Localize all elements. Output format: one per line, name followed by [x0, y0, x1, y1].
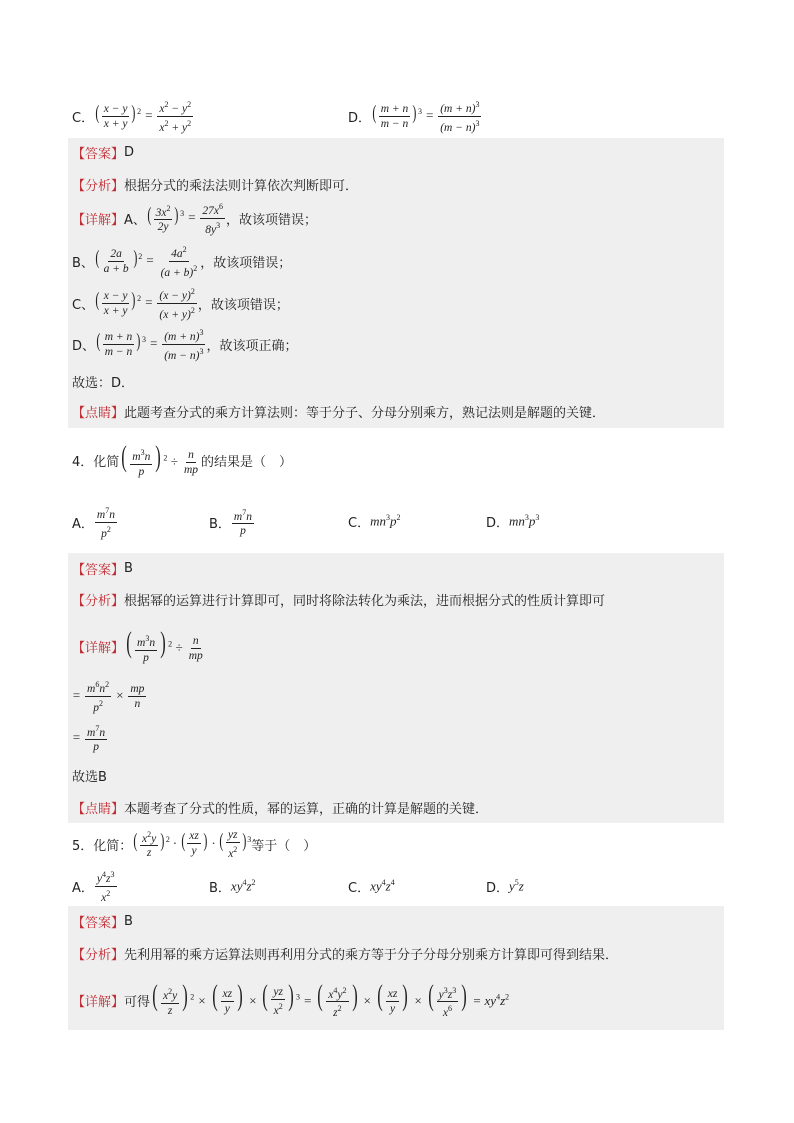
q3-choose: [72, 372, 134, 390]
comment-tag: 【点睛】: [72, 405, 125, 421]
detail-formula: ( $\frac{x^2y}{z}$ ) $^2$ × ( $\frac{xz}{y}$ ) × ( $\frac{yz}{x^2}$ ) $^3$ = ( $\frac{x^4y^2}{z^2}$ ) × ( $\frac{xz}{y}$ ) × ( $\frac{y^3z^3}{x^6}$ ) = $xy^4z^2$: [152, 978, 510, 1020]
q5-tail: 等于（ ）: [251, 838, 317, 854]
option-c-label: C．: [348, 515, 371, 531]
analysis-text: 根据幂的运算进行计算即可，同时将除法转化为乘法，进而根据分式的性质计算即可: [124, 593, 606, 609]
option-c-formula: $xy^4z^4$: [370, 877, 395, 894]
detail-c-formula: ( $\frac{x - y}{x + y}$ )$^2$ = $\frac{(x - y)^2}{(x + y)^2}$: [95, 286, 195, 321]
option-c-formula: ( $\frac{x - y}{x + y}$ )$^2$ = $\frac{x^2 - y^2}{x^2 + y^2}$: [95, 99, 192, 134]
q4-choose: [72, 766, 107, 784]
q3-detail-b: [72, 243, 291, 279]
detail-a-suffix: ，故该项错误；: [226, 212, 318, 228]
detail-tag: 【详解】: [72, 640, 125, 656]
analysis-tag: 【分析】: [72, 947, 125, 963]
q5-option-a: [72, 868, 118, 904]
option-d-label: D．: [486, 515, 510, 531]
analysis-tag: 【分析】: [72, 178, 125, 194]
option-a-formula: $\frac{y^4z^3}{x^2}$: [96, 869, 115, 904]
q3-analysis: [72, 175, 358, 193]
answer-value: D: [124, 144, 135, 160]
answer-tag: 【答案】: [72, 915, 125, 931]
answer-tag: 【答案】: [72, 146, 125, 162]
detail-c-prefix: C、: [72, 297, 95, 313]
q4-question: [72, 440, 292, 480]
option-d-label: D．: [486, 880, 510, 896]
q4-step-1: [72, 678, 147, 714]
option-d-label: D．: [348, 110, 372, 126]
q4-analysis: [72, 590, 605, 608]
answer-value: B: [124, 560, 133, 576]
q4-option-c: [348, 512, 400, 530]
q4-answer: [72, 559, 133, 577]
option-d-formula: $mn^3p^3$: [509, 512, 540, 529]
detail-b-prefix: B、: [72, 255, 94, 271]
q5-detail: [72, 978, 509, 1022]
q3-detail-a: [72, 200, 317, 236]
q5-expression: ( $\frac{x^2y}{z}$ )$^2$ · ( $\frac{xz}{y}$ ) · ( $\frac{yz}{x^2}$ )$^3$: [133, 828, 252, 860]
answer-value: B: [124, 913, 133, 929]
option-c-label: C．: [348, 880, 371, 896]
step-2-formula: = $\frac{m^7n}{p}$: [72, 723, 106, 754]
detail-b-suffix: ，故该项错误；: [200, 255, 292, 271]
q5-option-c: [348, 877, 395, 895]
q5-analysis: [72, 944, 618, 962]
comment-text: 本题考查了分式的性质，幂的运算，正确的计算是解题的关键．: [124, 801, 489, 817]
detail-tag: 【详解】: [72, 212, 125, 228]
option-a-label: A．: [72, 880, 94, 896]
q3-option-d: [348, 98, 482, 134]
q4-expression: ( $\frac{m^3n}{p}$ ) $^2$ ÷ $\frac{n}{mp}$: [121, 439, 199, 479]
q3-answer: [72, 143, 134, 161]
q5-number: 5．化简：: [72, 838, 133, 854]
q4-detail: [72, 625, 206, 667]
detail-formula: ( $\frac{m^3n}{p}$ ) $^2$ ÷ $\frac{n}{mp}$: [126, 625, 203, 665]
detail-a-prefix: A、: [124, 212, 146, 228]
q4-number: 4．化简: [72, 454, 120, 470]
analysis-tag: 【分析】: [72, 593, 125, 609]
q3-detail-c: [72, 285, 289, 321]
option-a-formula: $\frac{m^7n}{p^2}$: [96, 505, 115, 540]
detail-c-suffix: ，故该项错误；: [197, 297, 289, 313]
comment-text: 此题考查分式的乘方计算法则：等于分子、分母分别乘方，熟记法则是解题的关键．: [124, 405, 606, 421]
choose-text: 故选B: [72, 769, 107, 785]
detail-d-suffix: ，故该项正确；: [206, 338, 298, 354]
q5-option-b: [209, 877, 256, 895]
detail-d-prefix: D、: [72, 338, 96, 354]
q4-option-a: [72, 504, 118, 540]
option-b-formula: $xy^4z^2$: [230, 877, 256, 894]
detail-prefix: 可得: [124, 994, 151, 1010]
comment-tag: 【点睛】: [72, 801, 125, 817]
q4-option-d: [486, 512, 539, 530]
q3-option-c: [72, 98, 194, 134]
step-1-formula: = $\frac{m^6n^2}{p^2}$ × $\frac{mp}{n}$: [72, 679, 145, 714]
option-a-label: A．: [72, 516, 94, 532]
q4-step-2: [72, 720, 108, 756]
choose-text: 故选：D．: [72, 375, 135, 391]
option-c-label: C．: [72, 110, 95, 126]
option-b-label: B．: [209, 880, 231, 896]
option-b-formula: $\frac{m^7n}{p}$: [233, 507, 252, 538]
q3-comment: [72, 402, 605, 420]
q4-comment: [72, 798, 488, 816]
q5-answer: [72, 912, 133, 930]
detail-d-formula: ( $\frac{m + n}{m - n}$ )$^3$ = $\frac{(m + n)^3}{(m - n)^3}$: [96, 327, 204, 362]
detail-a-formula: ( $\frac{3x^2}{2y}$ )$^3$ = $\frac{27x^6}{8y^3}$: [147, 201, 224, 236]
option-d-formula: ( $\frac{m + n}{m - n}$ )$^3$ = $\frac{(m + n)^3}{(m - n)^3}$: [372, 99, 480, 134]
option-d-formula: $y^5z$: [509, 877, 524, 894]
answer-tag: 【答案】: [72, 562, 125, 578]
option-c-formula: $mn^3p^2$: [370, 512, 401, 529]
q3-detail-d: [72, 326, 297, 362]
detail-tag: 【详解】: [72, 994, 125, 1010]
analysis-text: 根据分式的乘法法则计算依次判断即可．: [124, 178, 359, 194]
analysis-text: 先利用幂的乘方运算法则再利用分式的乘方等于分子分母分别乘方计算即可得到结果．: [124, 947, 619, 963]
detail-b-formula: ( $\frac{2a}{a + b}$ )$^2$ = $\frac{4a^2}{(a + b)^2}$: [95, 244, 198, 279]
q5-question: [72, 826, 316, 862]
q4-tail: 的结果是（ ）: [201, 454, 293, 470]
q5-option-d: [486, 877, 524, 895]
option-b-label: B．: [209, 516, 231, 532]
q4-option-b: [209, 504, 255, 540]
